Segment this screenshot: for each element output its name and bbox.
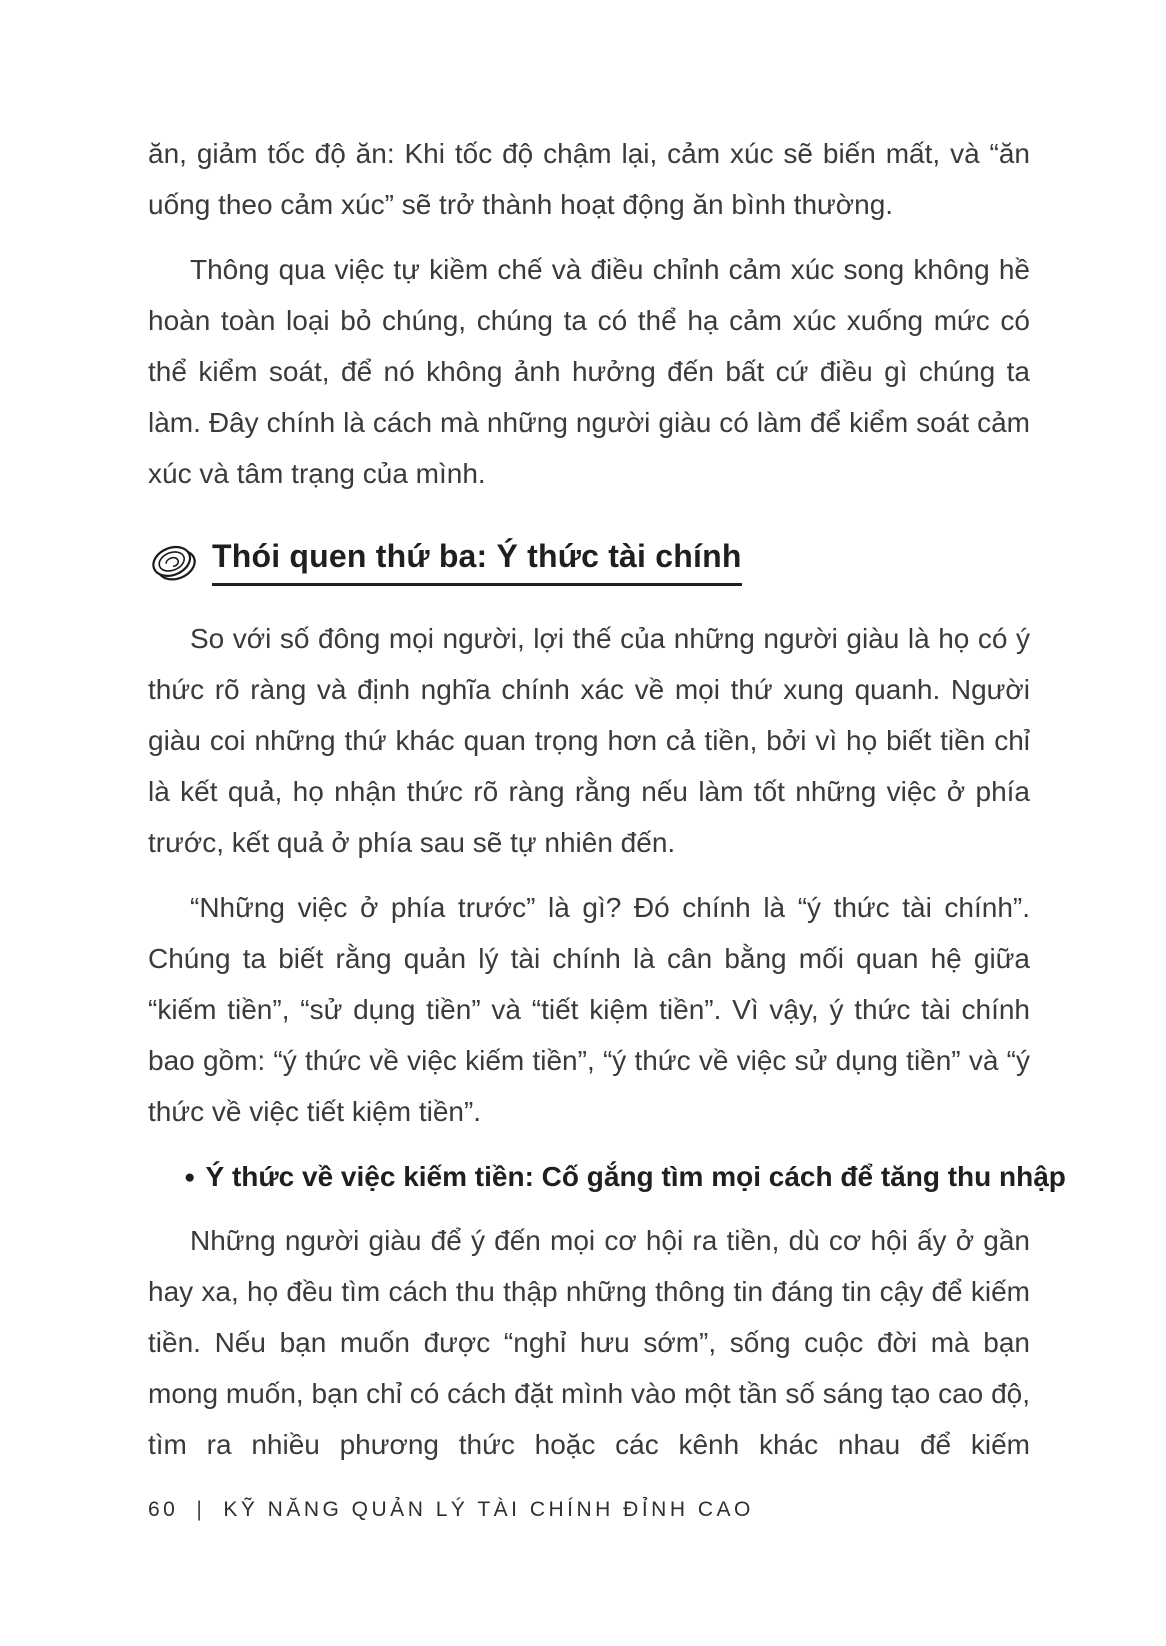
book-title: KỸ NĂNG QUẢN LÝ TÀI CHÍNH ĐỈNH CAO [223, 1498, 754, 1521]
body-paragraph: “Những việc ở phía trước” là gì? Đó chính là “ý thức tài chính”. Chúng ta biết rằng quản lý tài chính là cân bằng mối quan hệ giữa “kiếm tiền”, “sử dụng tiền” và “tiết kiệm tiền”. Vì vậy, ý thức tài chính bao gồm: “ý thức về việc kiếm tiền”, “ý thức về việc sử dụng tiền” và “ý thức về việc tiết kiệm tiền”. [148, 892, 1030, 1127]
bullet-subheading-text: Ý thức về việc kiếm tiền: Cố gắng tìm mọi cách để tăng thu nhập [205, 1161, 1066, 1192]
page-number: 60 [148, 1498, 179, 1521]
bullet-subheading [148, 1151, 1066, 1203]
footer-separator: | [196, 1498, 206, 1521]
bullet-icon: ● [184, 1167, 196, 1188]
body-paragraph: Những người giàu để ý đến mọi cơ hội ra tiền, dù cơ hội ấy ở gần hay xa, họ đều tìm cách thu thập những thông tin đáng tin cậy để kiếm tiền. Nếu bạn muốn được “nghỉ hưu sớm”, sống cuộc đời mà bạn mong muốn, bạn chỉ có cách đặt mình vào một tần số sáng tạo cao độ, tìm ra nhiều phương thức hoặc các kênh khác nhau để kiếm [148, 1225, 1030, 1460]
section-heading-text: Thói quen thứ ba: Ý thức tài chính [212, 538, 742, 586]
section-heading [148, 535, 1030, 589]
body-paragraph: Thông qua việc tự kiềm chế và điều chỉnh cảm xúc song không hề hoàn toàn loại bỏ chúng, chúng ta có thể hạ cảm xúc xuống mức có thể kiểm soát, để nó không ảnh hưởng đến bất cứ điều gì chúng ta làm. Đây chính là cách mà những người giàu có làm để kiểm soát cảm xúc và tâm trạng của mình. [148, 254, 1030, 489]
body-paragraph: So với số đông mọi người, lợi thế của những người giàu là họ có ý thức rõ ràng và định nghĩa chính xác về mọi thứ xung quanh. Người giàu coi những thứ khác quan trọng hơn cả tiền, bởi vì họ biết tiền chỉ là kết quả, họ nhận thức rõ ràng rằng nếu làm tốt những việc ở phía trước, kết quả ở phía sau sẽ tự nhiên đến. [148, 623, 1030, 858]
page-footer [148, 1498, 754, 1522]
coin-icon [148, 535, 198, 589]
body-paragraph: ăn, giảm tốc độ ăn: Khi tốc độ chậm lại, cảm xúc sẽ biến mất, và “ăn uống theo cảm xúc” sẽ trở thành hoạt động ăn bình thường. [148, 138, 1030, 220]
